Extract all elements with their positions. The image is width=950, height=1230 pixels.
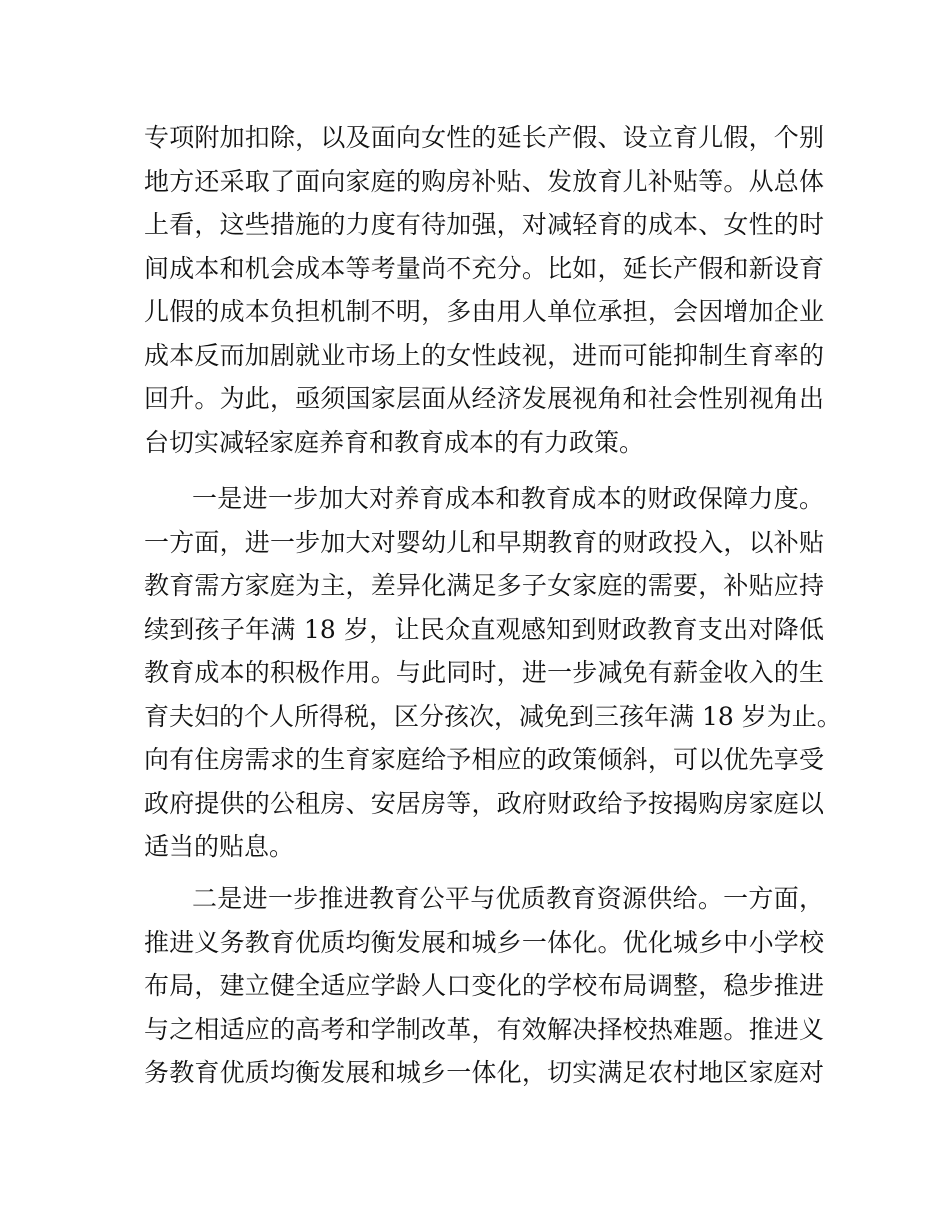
text-line: 适当的贴息。 <box>144 832 295 861</box>
text-line: 回升。为此，亟须国家层面从经济发展视角和社会性别视角出 <box>144 384 824 413</box>
text-line: 政府提供的公租房、安居房等，政府财政给予按揭购房家庭以 <box>144 788 824 818</box>
text-line: 布局，建立健全适应学龄人口变化的学校布局调整，稳步推进 <box>144 971 824 1000</box>
text-line: 间成本和机会成本等考量尚不充分。比如，延长产假和新设育 <box>144 253 824 283</box>
text-line: 教育需方家庭为主，差异化满足多子女家庭的需要，补贴应持 <box>144 571 824 600</box>
paragraph-fiscal-support <box>144 477 842 869</box>
text-line: 续到孩子年满 18 岁，让民众直观感知到财政教育支出对降低 <box>144 614 824 644</box>
paragraph-policy-background <box>144 116 824 464</box>
text-line: 台切实减轻家庭养育和教育成本的有力政策。 <box>144 427 645 457</box>
text-line: 务教育优质均衡发展和城乡一体化，切实满足农村地区家庭对 <box>144 1058 824 1087</box>
text-line: 地方还采取了面向家庭的购房补贴、发放育儿补贴等。从总体 <box>144 166 824 196</box>
text-line: 儿假的成本负担机制不明，多由用人单位承担，会因增加企业 <box>144 297 824 326</box>
text-line: 成本反而加剧就业市场上的女性歧视，进而可能抑制生育率的 <box>144 340 824 370</box>
text-line: 推进义务教育优质均衡发展和城乡一体化。优化城乡中小学校 <box>144 927 824 957</box>
text-line: 二是进一步推进教育公平与优质教育资源供给。一方面， <box>192 884 824 913</box>
text-line: 一是进一步加大对养育成本和教育成本的财政保障力度。 <box>192 484 824 513</box>
text-line: 教育成本的积极作用。与此同时，进一步减免有薪金收入的生 <box>144 658 824 687</box>
text-line: 育夫妇的个人所得税，区分孩次，减免到三孩年满 18 岁为止。 <box>144 701 842 731</box>
text-line: 专项附加扣除，以及面向女性的延长产假、设立育儿假，个别 <box>144 123 824 152</box>
text-line: 一方面，进一步加大对婴幼儿和早期教育的财政投入，以补贴 <box>144 527 824 557</box>
text-line: 向有住房需求的生育家庭给予相应的政策倾斜，可以优先享受 <box>144 745 824 774</box>
text-line: 上看，这些措施的力度有待加强，对减轻育的成本、女性的时 <box>144 210 824 239</box>
text-line: 与之相适应的高考和学制改革，有效解决择校热难题。推进义 <box>144 1014 824 1044</box>
paragraph-education-equity <box>144 877 824 1095</box>
